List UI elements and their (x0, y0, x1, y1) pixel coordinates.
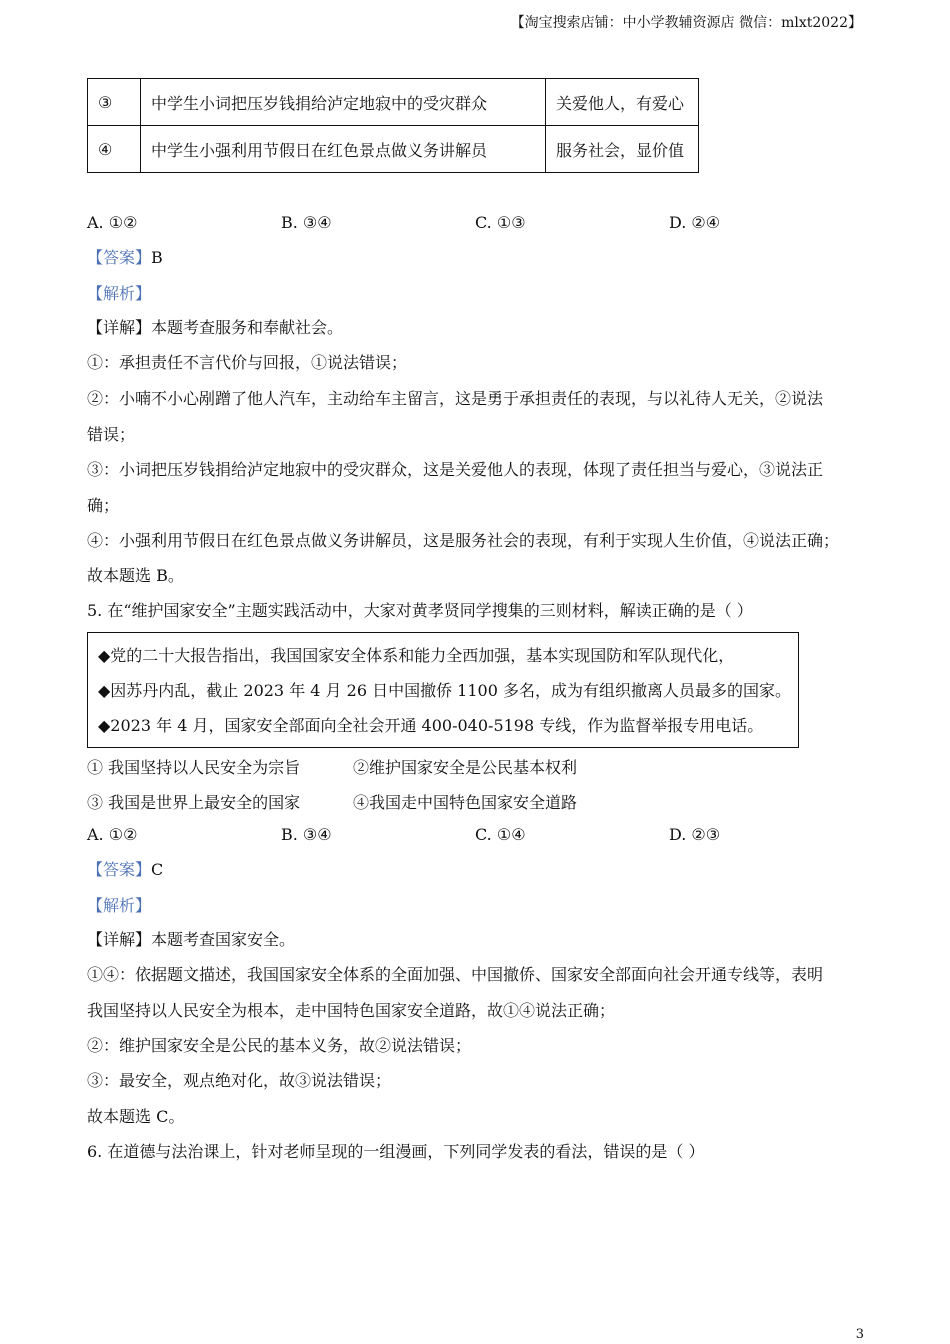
statement-2: ②维护国家安全是公民基本权利 (353, 758, 578, 777)
choice-a: A. ①② (87, 213, 138, 232)
answer-value: C (151, 860, 164, 879)
page-header: 【淘宝搜索店铺：中小学教辅资源店 微信：mlxt2022】 (510, 15, 862, 31)
q5-stem: 5. 在“维护国家安全”主题实践活动中，大家对黄孝贤同学搜集的三则材料，解读正确的是（ ） (87, 601, 753, 620)
answer-label: 【答案】 (87, 860, 152, 879)
q5-detail-line: ②：维护国家安全是公民的基本义务，故②说法错误； (87, 1036, 472, 1055)
statement-4: ④我国走中国特色国家安全道路 (353, 793, 578, 812)
choice-a: A. ①② (87, 825, 138, 844)
choice-d: D. ②③ (669, 825, 721, 844)
table-cell-desc: 中学生小强利用节假日在红色景点做义务讲解员 (141, 126, 546, 173)
q5-statements-row2 (87, 790, 867, 810)
material-line: ◆党的二十大报告指出，我国国家安全体系和能力全西加强，基本实现国防和军队现代化， (98, 646, 735, 665)
q5-material-box (87, 632, 799, 748)
answer-value: B (151, 248, 163, 267)
q5-analysis-label: 【解析】 (87, 896, 152, 915)
material-line: ◆因苏丹内乱，截止 2023 年 4 月 26 日中国撤侨 1100 多名，成为有组织撤离人员最多的国家。 (98, 681, 791, 700)
table-row (88, 79, 699, 126)
material-line: ◆2023 年 4 月，国家安全部面向全社会开通 400-040-5198 专线，作为监督举报专用电话。 (98, 716, 764, 735)
q4-detail-line: ③：小词把压岁钱捐给泸定地寂中的受灾群众，这是关爱他人的表现，体现了责任担当与爱心，③说法正 (87, 460, 824, 479)
q4-detail-line: ④：小强利用节假日在红色景点做义务讲解员，这是服务社会的表现，有利于实现人生价值，④说法正确； (87, 531, 840, 550)
q5-detail-line: 我国坚持以人民安全为根本，走中国特色国家安全道路，故①④说法正确； (87, 1001, 616, 1020)
table-cell-desc: 中学生小词把压岁钱捐给泸定地寂中的受灾群众 (141, 79, 546, 126)
q5-detail-line: 【详解】本题考查国家安全。 (87, 930, 296, 949)
q4-detail-line: 故本题选 B。 (87, 566, 184, 585)
q5-detail-line: 故本题选 C。 (87, 1107, 185, 1126)
q4-detail-line: ②：小喃不小心剐蹭了他人汽车，主动给车主留言，这是勇于承担责任的表现，与以礼待人无关，②说法 (87, 389, 824, 408)
q4-choices (87, 213, 867, 233)
table-cell-num: ④ (88, 126, 141, 173)
choice-b: B. ③④ (281, 213, 332, 232)
choice-c: C. ①④ (475, 825, 526, 844)
q4-detail-line: 错误； (87, 425, 136, 444)
statement-1: ① 我国坚持以人民安全为宗旨 (87, 758, 301, 777)
q4-analysis-label: 【解析】 (87, 284, 152, 303)
choice-d: D. ②④ (669, 213, 721, 232)
q5-statements-row1 (87, 755, 867, 775)
choice-b: B. ③④ (281, 825, 332, 844)
table-cell-num: ③ (88, 79, 141, 126)
table-cell-val: 服务社会，显价值 (546, 126, 699, 173)
table-cell-val: 关爱他人，有爱心 (546, 79, 699, 126)
choice-c: C. ①③ (475, 213, 526, 232)
table-row (88, 126, 699, 173)
q5-detail-line: ③：最安全，观点绝对化，故③说法错误； (87, 1071, 392, 1090)
q4-detail-line: 【详解】本题考查服务和奉献社会。 (87, 318, 344, 337)
q6-stem: 6. 在道德与法治课上，针对老师呈现的一组漫画，下列同学发表的看法，错误的是（ ） (87, 1142, 705, 1161)
q5-answer (87, 860, 163, 880)
q4-detail-line: 确； (87, 496, 120, 515)
q5-detail-line: ①④：依据题文描述，我国国家安全体系的全面加强、中国撤侨、国家安全部面向社会开通专线等，表明 (87, 965, 824, 984)
q5-choices (87, 825, 867, 845)
statement-3: ③ 我国是世界上最安全的国家 (87, 793, 301, 812)
q4-answer (87, 248, 163, 268)
page-number: 3 (855, 1327, 864, 1342)
q4-detail-line: ①：承担责任不言代价与回报，①说法错误； (87, 353, 408, 372)
answer-label: 【答案】 (87, 248, 152, 267)
q4-option-table (87, 78, 699, 173)
